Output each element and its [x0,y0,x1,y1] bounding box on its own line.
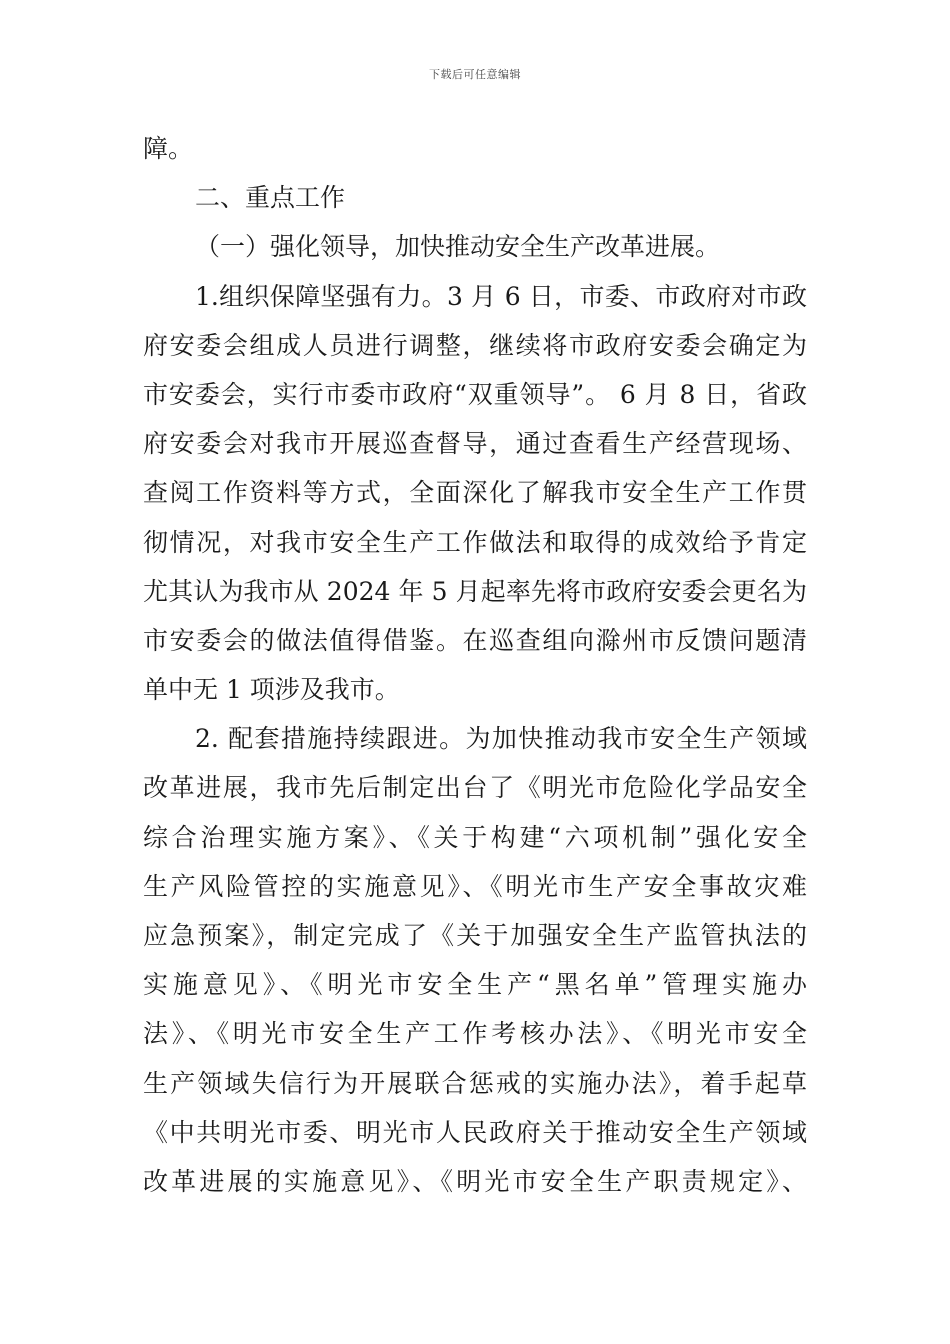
text-line: 障。 [143,134,194,163]
text-line: 查阅工作资料等方式，全面深化了解我市安全生产工作贯 [143,478,807,508]
text-line: 生产风险管控的实施意见》、《明光市生产安全事故灾难 [143,871,807,901]
text-line: 2. 配套措施持续跟进。为加快推动我市安全生产领域 [195,724,807,754]
text-line: 改革进展的实施意见》、《明光市安全生产职责规定》、 [143,1166,807,1196]
header-note: 下载后可任意编辑 [429,68,521,81]
text-line: 府安委会对我市开展巡查督导，通过查看生产经营现场、 [143,429,807,459]
text-line: 《中共明光市委、明光市人民政府关于推动安全生产领域 [143,1117,807,1147]
text-line: 市安委会的做法值得借鉴。在巡查组向滁州市反馈问题清 [143,625,807,655]
text-line: 单中无 1 项涉及我市。 [143,675,400,705]
text-line: （一）强化领导，加快推动安全生产改革进展。 [195,232,721,262]
text-line: 应急预案》，制定完成了《关于加强安全生产监管执法的 [143,921,807,950]
text-line: 彻情况，对我市安全生产工作做法和取得的成效给予肯定 [143,527,807,557]
text-line: 二、重点工作 [195,183,346,213]
text-line: 法》、《明光市安全生产工作考核办法》、《明光市安全 [143,1019,807,1049]
document-body [143,124,807,1206]
text-line: 市安委会，实行市委市政府“双重领导”。 6 月 8 日，省政 [143,379,807,409]
text-line: 综合治理实施方案》、《关于构建“六项机制”强化安全 [143,822,807,852]
text-line: 府安委会组成人员进行调整，继续将市政府安委会确定为 [143,330,807,360]
text-line: 生产领域失信行为开展联合惩戒的实施办法》，着手起草 [143,1068,807,1098]
text-line: 1.组织保障坚强有力。3 月 6 日，市委、市政府对市政 [195,281,807,311]
text-line: 改革进展，我市先后制定出台了《明光市危险化学品安全 [143,773,807,803]
text-line: 尤其认为我市从 2024 年 5 月起率先将市政府安委会更名为 [143,576,807,606]
text-line: 实施意见》、《明光市安全生产“黑名单”管理实施办 [143,970,807,1000]
